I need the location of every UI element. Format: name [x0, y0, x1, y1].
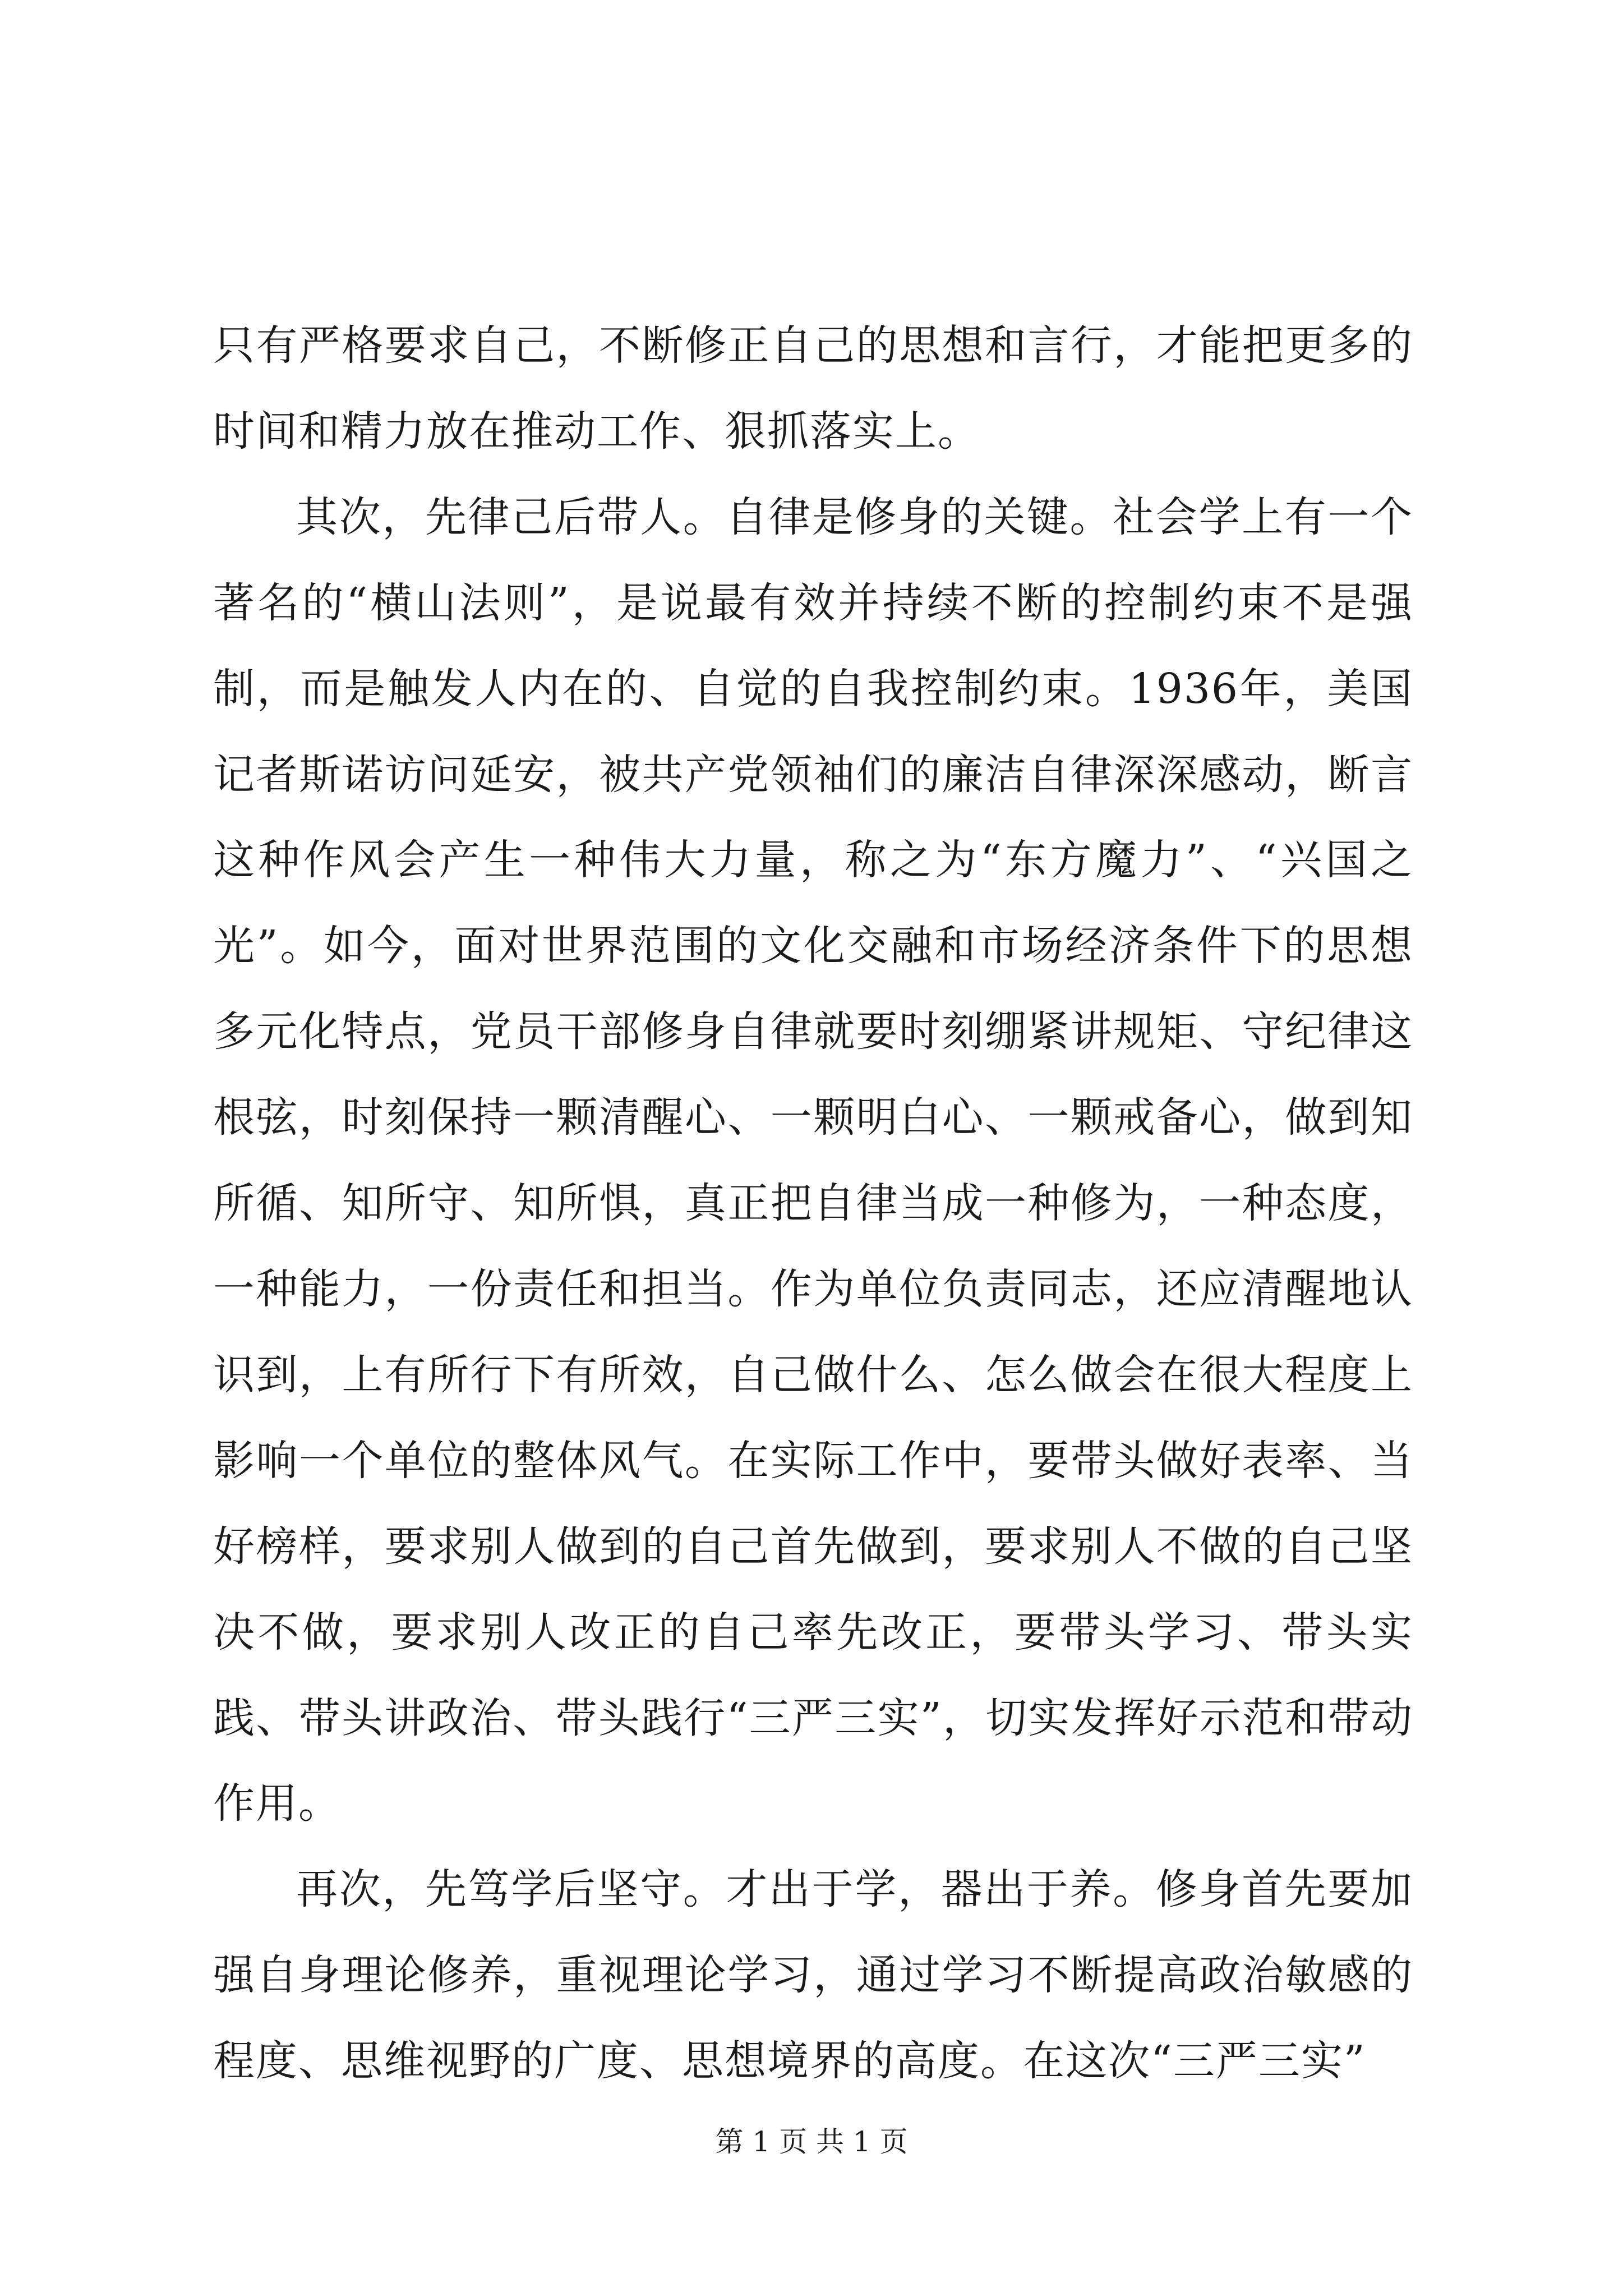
document-body [213, 303, 1413, 2104]
paragraph-2: 其次，先律己后带人。自律是修身的关键。社会学上有一个著名的“横山法则”，是说最有效并持续不断的控制约束不是强制，而是触发人内在的、自觉的自我控制约束。1936年，美国记者斯诺访问延安，被共产党领袖们的廉洁自律深深感动，断言这种作风会产生一种伟大力量，称之为“东方魔力”、“兴国之光”。如今，面对世界范围的文化交融和市场经济条件下的思想多元化特点，党员干部修身自律就要时刻绷紧讲规矩、守纪律这根弦，时刻保持一颗清醒心、一颗明白心、一颗戒备心，做到知所循、知所守、知所惧，真正把自律当成一种修为，一种态度，一种能力，一份责任和担当。作为单位负责同志，还应清醒地认识到，上有所行下有所效，自己做什么、怎么做会在很大程度上影响一个单位的整体风气。在实际工作中，要带头做好表率、当好榜样，要求别人做到的自己首先做到，要求别人不做的自己坚决不做，要求别人改正的自己率先改正，要带头学习、带头实践、带头讲政治、带头践行“三严三实”，切实发挥好示范和带动作用。 [213, 493, 1413, 1828]
paragraph-1: 只有严格要求自己，不断修正自己的思想和言行，才能把更多的时间和精力放在推动工作、狠抓落实上。 [213, 321, 1413, 455]
paragraph-3: 再次，先笃学后坚守。才出于学，器出于养。修身首先要加强自身理论修养，重视理论学习，通过学习不断提高政治敏感的程度、思维视野的广度、思想境界的高度。在这次“三严三实” [213, 1865, 1413, 2086]
page-number-footer: 第 1 页 共 1 页 [715, 2125, 908, 2158]
